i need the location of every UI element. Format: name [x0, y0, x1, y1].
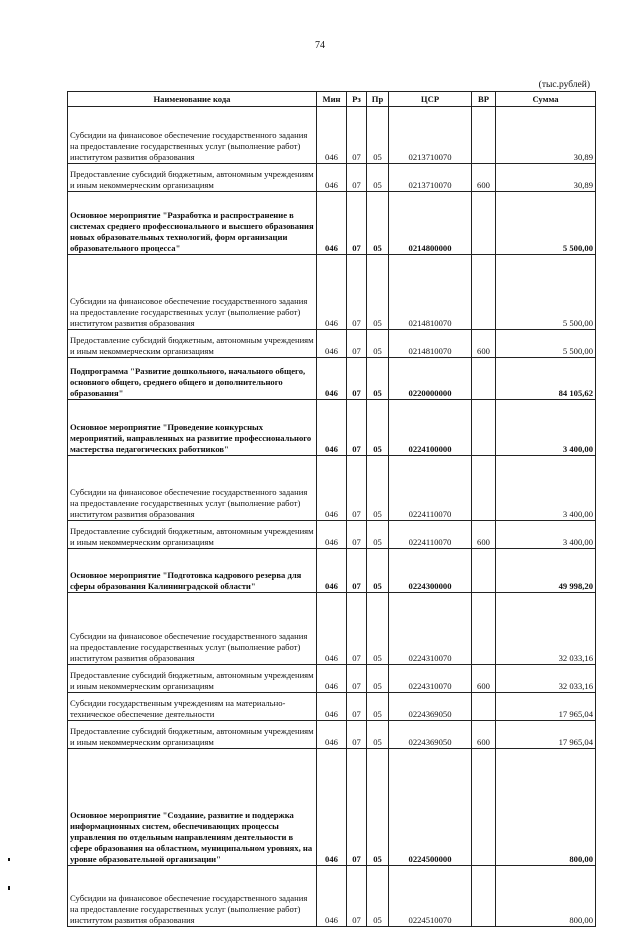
row-min: 046: [317, 456, 347, 521]
row-sum: 17 965,04: [496, 693, 596, 721]
row-csr: 0213710070: [389, 107, 472, 164]
row-rz: 07: [347, 107, 367, 164]
row-csr: 0224510070: [389, 866, 472, 927]
row-sum: 32 033,16: [496, 665, 596, 693]
row-sum: 5 500,00: [496, 330, 596, 358]
row-name: Предоставление субсидий бюджетным, автономным учреждениям и иным некоммерческим организациям: [68, 164, 317, 192]
row-pr: 05: [367, 456, 389, 521]
row-csr: 0214810070: [389, 255, 472, 330]
row-rz: 07: [347, 358, 367, 400]
row-name: Основное мероприятие "Разработка и распространение в системах среднего профессионального и высшего образования новых образовательных технологий, форм организации образовательного процесса": [68, 192, 317, 255]
table-row: [68, 749, 596, 866]
row-min: 046: [317, 192, 347, 255]
row-min: 046: [317, 693, 347, 721]
row-pr: 05: [367, 593, 389, 665]
row-csr: 0224369050: [389, 693, 472, 721]
row-vr: 600: [472, 521, 496, 549]
row-pr: 05: [367, 164, 389, 192]
row-min: 046: [317, 721, 347, 749]
row-name: Предоставление субсидий бюджетным, автономным учреждениям и иным некоммерческим организациям: [68, 721, 317, 749]
row-csr: 0224369050: [389, 721, 472, 749]
row-sum: 32 033,16: [496, 593, 596, 665]
row-rz: 07: [347, 255, 367, 330]
row-sum: 84 105,62: [496, 358, 596, 400]
row-sum: 5 500,00: [496, 192, 596, 255]
row-csr: 0214800000: [389, 192, 472, 255]
row-sum: 17 965,04: [496, 721, 596, 749]
row-pr: 05: [367, 192, 389, 255]
table-row: [68, 521, 596, 549]
row-min: 046: [317, 164, 347, 192]
table-body: [68, 107, 596, 927]
row-vr: 600: [472, 330, 496, 358]
row-name: Субсидии на финансовое обеспечение государственного задания на предоставление государственных услуг (выполнение работ) институтом развития образования: [68, 593, 317, 665]
row-min: 046: [317, 665, 347, 693]
row-name: Предоставление субсидий бюджетным, автономным учреждениям и иным некоммерческим организациям: [68, 521, 317, 549]
page-number: 74: [315, 40, 325, 51]
row-rz: 07: [347, 521, 367, 549]
row-sum: 800,00: [496, 749, 596, 866]
header-pr: Пр: [367, 92, 389, 107]
row-pr: 05: [367, 749, 389, 866]
row-sum: 5 500,00: [496, 255, 596, 330]
budget-table: [67, 91, 596, 927]
row-pr: 05: [367, 721, 389, 749]
row-vr: 600: [472, 665, 496, 693]
row-vr: [472, 456, 496, 521]
row-pr: 05: [367, 866, 389, 927]
row-vr: [472, 107, 496, 164]
row-sum: 49 998,20: [496, 549, 596, 593]
row-vr: [472, 255, 496, 330]
table-row: [68, 192, 596, 255]
row-rz: 07: [347, 665, 367, 693]
row-min: 046: [317, 330, 347, 358]
row-min: 046: [317, 549, 347, 593]
row-vr: 600: [472, 164, 496, 192]
row-rz: 07: [347, 721, 367, 749]
row-csr: 0214810070: [389, 330, 472, 358]
row-csr: 0224310070: [389, 593, 472, 665]
row-name: Основное мероприятие "Подготовка кадрового резерва для сферы образования Калининградской области": [68, 549, 317, 593]
row-sum: 800,00: [496, 866, 596, 927]
row-csr: 0213710070: [389, 164, 472, 192]
row-csr: 0220000000: [389, 358, 472, 400]
scan-mark: [8, 886, 10, 890]
row-vr: [472, 693, 496, 721]
row-name: Субсидии на финансовое обеспечение государственного задания на предоставление государственных услуг (выполнение работ) институтом развития образования: [68, 866, 317, 927]
row-min: 046: [317, 593, 347, 665]
row-name: Субсидии на финансовое обеспечение государственного задания на предоставление государственных услуг (выполнение работ) институтом развития образования: [68, 456, 317, 521]
row-sum: 3 400,00: [496, 456, 596, 521]
row-vr: [472, 866, 496, 927]
row-vr: 600: [472, 721, 496, 749]
table-row: [68, 549, 596, 593]
table-row: [68, 456, 596, 521]
row-name: Подпрограмма "Развитие дошкольного, начального общего, основного общего, среднего общего и дополнительного образования": [68, 358, 317, 400]
row-name: Субсидии на финансовое обеспечение государственного задания на предоставление государственных услуг (выполнение работ) институтом развития образования: [68, 107, 317, 164]
table-row: [68, 255, 596, 330]
header-rz: Рз: [347, 92, 367, 107]
row-pr: 05: [367, 693, 389, 721]
row-vr: [472, 749, 496, 866]
table-row: [68, 665, 596, 693]
row-vr: [472, 192, 496, 255]
row-pr: 05: [367, 400, 389, 456]
table-row: [68, 693, 596, 721]
row-csr: 0224110070: [389, 456, 472, 521]
row-min: 046: [317, 400, 347, 456]
row-csr: 0224100000: [389, 400, 472, 456]
row-csr: 0224300000: [389, 549, 472, 593]
row-rz: 07: [347, 693, 367, 721]
row-pr: 05: [367, 107, 389, 164]
row-csr: 0224310070: [389, 665, 472, 693]
row-name: Основное мероприятие "Создание, развитие и поддержка информационных систем, обеспечивающих процессы управления по отдельным направлениям деятельности в сфере образования на областном, муниципальном уровнях, на уровне образовательной организации": [68, 749, 317, 866]
row-min: 046: [317, 521, 347, 549]
row-vr: [472, 549, 496, 593]
row-rz: 07: [347, 593, 367, 665]
row-sum: 3 400,00: [496, 400, 596, 456]
row-csr: 0224500000: [389, 749, 472, 866]
row-name: Основное мероприятие "Проведение конкурсных мероприятий, направленных на развитие профессионального мастерства педагогических работников": [68, 400, 317, 456]
row-pr: 05: [367, 549, 389, 593]
row-name: Предоставление субсидий бюджетным, автономным учреждениям и иным некоммерческим организациям: [68, 330, 317, 358]
row-vr: [472, 400, 496, 456]
row-rz: 07: [347, 749, 367, 866]
table-row: [68, 866, 596, 927]
table-row: [68, 593, 596, 665]
header-csr: ЦСР: [389, 92, 472, 107]
row-pr: 05: [367, 255, 389, 330]
table-row: [68, 164, 596, 192]
table-row: [68, 107, 596, 164]
row-name: Субсидии государственным учреждениям на материально-техническое обеспечение деятельности: [68, 693, 317, 721]
row-rz: 07: [347, 330, 367, 358]
row-pr: 05: [367, 358, 389, 400]
row-vr: [472, 593, 496, 665]
header-name: Наименование кода: [68, 92, 317, 107]
unit-label: (тыс.рублей): [538, 80, 590, 90]
row-rz: 07: [347, 192, 367, 255]
table-row: [68, 400, 596, 456]
scan-mark: [8, 858, 10, 861]
row-min: 046: [317, 866, 347, 927]
row-rz: 07: [347, 549, 367, 593]
row-min: 046: [317, 107, 347, 164]
row-sum: 3 400,00: [496, 521, 596, 549]
table-row: [68, 330, 596, 358]
row-pr: 05: [367, 521, 389, 549]
header-sum: Сумма: [496, 92, 596, 107]
table-row: [68, 358, 596, 400]
row-rz: 07: [347, 400, 367, 456]
header-min: Мин: [317, 92, 347, 107]
row-pr: 05: [367, 330, 389, 358]
row-name: Субсидии на финансовое обеспечение государственного задания на предоставление государственных услуг (выполнение работ) институтом развития образования: [68, 255, 317, 330]
header-vr: ВР: [472, 92, 496, 107]
row-csr: 0224110070: [389, 521, 472, 549]
row-min: 046: [317, 749, 347, 866]
row-sum: 30,89: [496, 164, 596, 192]
row-rz: 07: [347, 866, 367, 927]
row-vr: [472, 358, 496, 400]
row-rz: 07: [347, 456, 367, 521]
row-rz: 07: [347, 164, 367, 192]
table-header-row: [68, 92, 596, 107]
row-pr: 05: [367, 665, 389, 693]
row-min: 046: [317, 255, 347, 330]
table-row: [68, 721, 596, 749]
row-min: 046: [317, 358, 347, 400]
row-sum: 30,89: [496, 107, 596, 164]
row-name: Предоставление субсидий бюджетным, автономным учреждениям и иным некоммерческим организациям: [68, 665, 317, 693]
